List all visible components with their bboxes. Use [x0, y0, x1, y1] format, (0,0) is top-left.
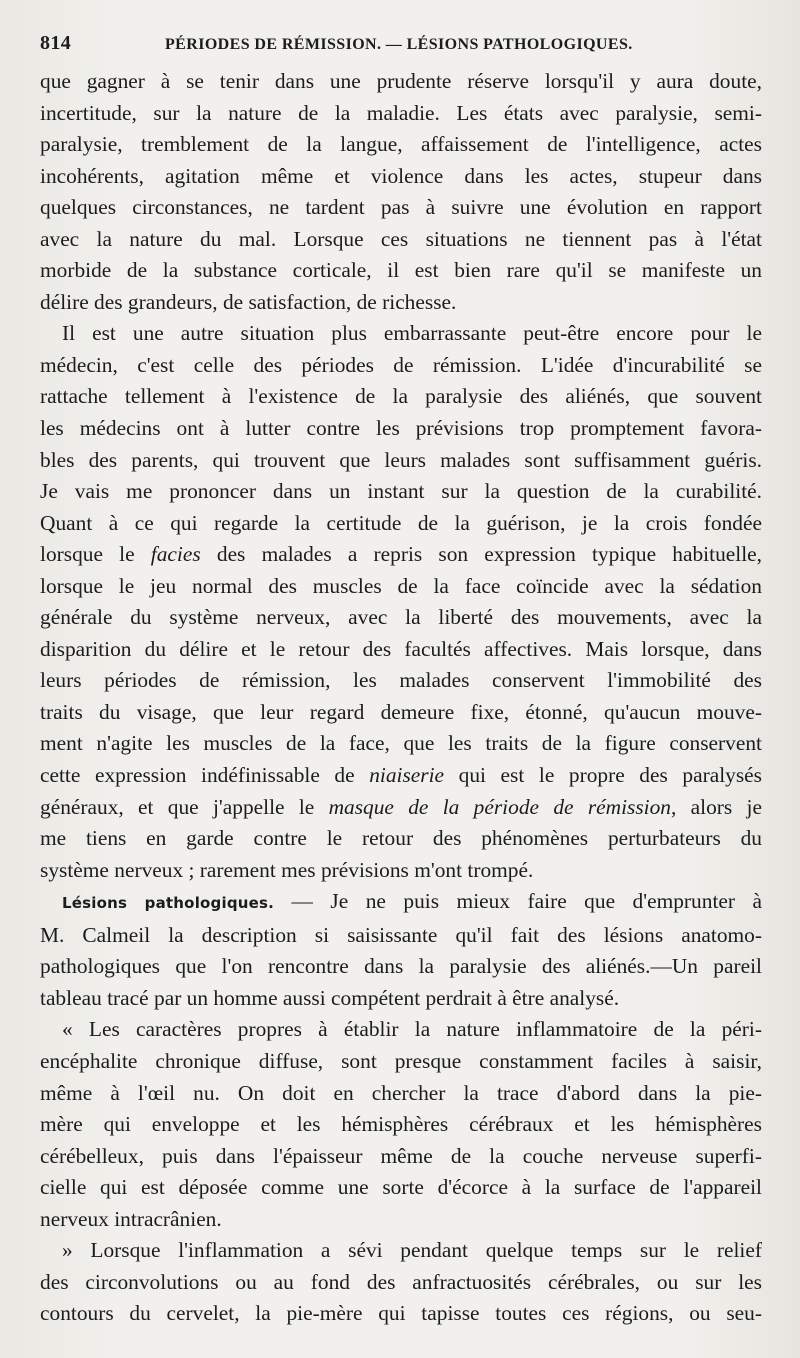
text-line: [40, 823, 762, 855]
text-line: [40, 1078, 762, 1110]
text-line: [40, 1109, 762, 1141]
line-text: mère qui enveloppe et les hémisphères cérébraux et les hémisphères: [40, 1112, 762, 1137]
text-line: [40, 1172, 762, 1204]
line-text: cérébelleux, puis dans l'épaisseur même de la couche nerveuse superfi-: [40, 1143, 762, 1168]
line-text: morbide de la substance corticale, il est bien rare qu'il se manifeste un: [40, 258, 762, 283]
line-text: lorsque le jeu normal des muscles de la face coïncide avec la sédation: [40, 573, 762, 598]
line-text: paralysie, tremblement de la langue, affaissement de l'intelligence, actes: [40, 132, 762, 157]
line-text: cielle qui est déposée comme une sorte d'écorce à la surface de l'appareil: [40, 1175, 762, 1200]
text-line: [40, 1204, 762, 1236]
line-text: — Je ne puis mieux faire que d'emprunter à: [274, 889, 762, 914]
text-line: [40, 413, 762, 445]
text-line: [40, 508, 762, 540]
line-text: Je vais me prononcer dans un instant sur la question de la curabilité.: [40, 479, 762, 504]
line-text: cette expression indéfinissable de: [40, 763, 370, 788]
line-text: des circonvolutions ou au fond des anfractuosités cérébrales, ou sur les: [40, 1269, 762, 1294]
text-line: [40, 445, 762, 477]
line-text: tableau tracé par un homme aussi compétent perdrait à être analysé.: [40, 985, 620, 1010]
line-text: bles des parents, qui trouvent que leurs malades sont suffisamment guéris.: [40, 447, 762, 472]
body-text: [40, 66, 762, 1330]
line-text: système nerveux ; rarement mes prévisions m'ont trompé.: [40, 857, 534, 882]
text-line: [40, 539, 762, 571]
line-text: même à l'œil nu. On doit en chercher la trace d'abord dans la pie-: [40, 1080, 762, 1105]
page-header: [40, 32, 762, 62]
line-text: avec la nature du mal. Lorsque ces situations ne tiennent pas à l'état: [40, 226, 762, 251]
text-line: [40, 634, 762, 666]
line-text: qui est le propre des paralysés: [444, 763, 762, 788]
text-line: [40, 728, 762, 760]
line-text: incertitude, sur la nature de la maladie. Les états avec paralysie, semi-: [40, 100, 762, 125]
line-text: M. Calmeil la description si saisissante qu'il fait des lésions anatomo-: [40, 922, 762, 947]
text-line: [40, 129, 762, 161]
line-text: , alors je: [671, 794, 762, 819]
line-text: généraux, et que j'appelle le: [40, 794, 329, 819]
line-text: quelques circonstances, ne tardent pas à suivre une évolution en rapport: [40, 195, 762, 220]
line-text: leurs périodes de rémission, les malades conservent l'immobilité des: [40, 668, 762, 693]
line-text: médecin, c'est celle des périodes de rémission. L'idée d'incurabilité se: [40, 352, 762, 377]
line-text: ment n'agite les muscles de la face, que les traits de la figure conservent: [40, 731, 762, 756]
text-line: [40, 66, 762, 98]
line-text: pathologiques que l'on rencontre dans la paralysie des aliénés.—Un pareil: [40, 954, 762, 979]
line-text: contours du cervelet, la pie-mère qui tapisse toutes ces régions, ou seu-: [40, 1301, 762, 1326]
text-line: [40, 1298, 762, 1330]
line-text: nerveux intracrânien.: [40, 1206, 222, 1231]
line-text: Quant à ce qui regarde la certitude de la guérison, je la crois fondée: [40, 510, 762, 535]
line-text: « Les caractères propres à établir la nature inflammatoire de la péri-: [62, 1017, 762, 1042]
text-line: [40, 920, 762, 952]
text-line: [40, 760, 762, 792]
text-line: [40, 287, 762, 319]
line-text: que gagner à se tenir dans une prudente réserve lorsqu'il y aura doute,: [40, 69, 762, 93]
italic-phrase: niaiserie: [369, 763, 445, 788]
text-line: [40, 224, 762, 256]
text-line: [40, 983, 762, 1015]
text-line: [40, 697, 762, 729]
line-text: Il est une autre situation plus embarrassante peut-être encore pour le: [62, 321, 762, 346]
text-line: [40, 1141, 762, 1173]
section-heading: Lésions pathologiques.: [62, 894, 275, 913]
text-line: [40, 161, 762, 193]
running-head: PÉRIODES DE RÉMISSION. — LÉSIONS PATHOLOGIQUES.: [165, 36, 633, 53]
text-line: [40, 476, 762, 508]
italic-phrase: masque de la période de rémission: [328, 794, 672, 819]
page-number: 814: [40, 32, 72, 54]
line-text: lorsque le: [40, 542, 151, 567]
text-line: [40, 318, 762, 350]
line-text: traits du visage, que leur regard demeure fixe, étonné, qu'aucun mouve-: [40, 699, 762, 724]
line-text: » Lorsque l'inflammation a sévi pendant quelque temps sur le relief: [62, 1238, 762, 1263]
text-line: [40, 571, 762, 603]
line-text: incohérents, agitation même et violence dans les actes, stupeur dans: [40, 163, 762, 188]
line-text: encéphalite chronique diffuse, sont presque constamment faciles à saisir,: [40, 1048, 762, 1073]
text-line: [40, 255, 762, 287]
text-line: [40, 192, 762, 224]
line-text: les médecins ont à lutter contre les prévisions trop promptement favora-: [40, 416, 762, 441]
line-text: générale du système nerveux, avec la liberté des mouvements, avec la: [40, 605, 762, 630]
text-line: [40, 98, 762, 130]
line-text: délire des grandeurs, de satisfaction, de richesse.: [40, 289, 457, 314]
text-line: [40, 602, 762, 634]
text-line: [40, 381, 762, 413]
text-line: [40, 665, 762, 697]
text-line: [40, 1267, 762, 1299]
text-line: [40, 1046, 762, 1078]
line-text: me tiens en garde contre le retour des phénomènes perturbateurs du: [40, 826, 762, 851]
text-line: [40, 855, 762, 887]
line-text: rattache tellement à l'existence de la paralysie des aliénés, que souvent: [40, 384, 762, 409]
line-text: disparition du délire et le retour des facultés affectives. Mais lorsque, dans: [40, 636, 762, 661]
text-line: [40, 951, 762, 983]
italic-phrase: facies: [150, 542, 201, 567]
text-line: [40, 350, 762, 382]
text-line: [40, 792, 762, 824]
text-line: [40, 886, 762, 920]
line-text: des malades a repris son expression typique habituelle,: [200, 542, 762, 567]
text-line: [40, 1235, 762, 1267]
text-line: [40, 1014, 762, 1046]
